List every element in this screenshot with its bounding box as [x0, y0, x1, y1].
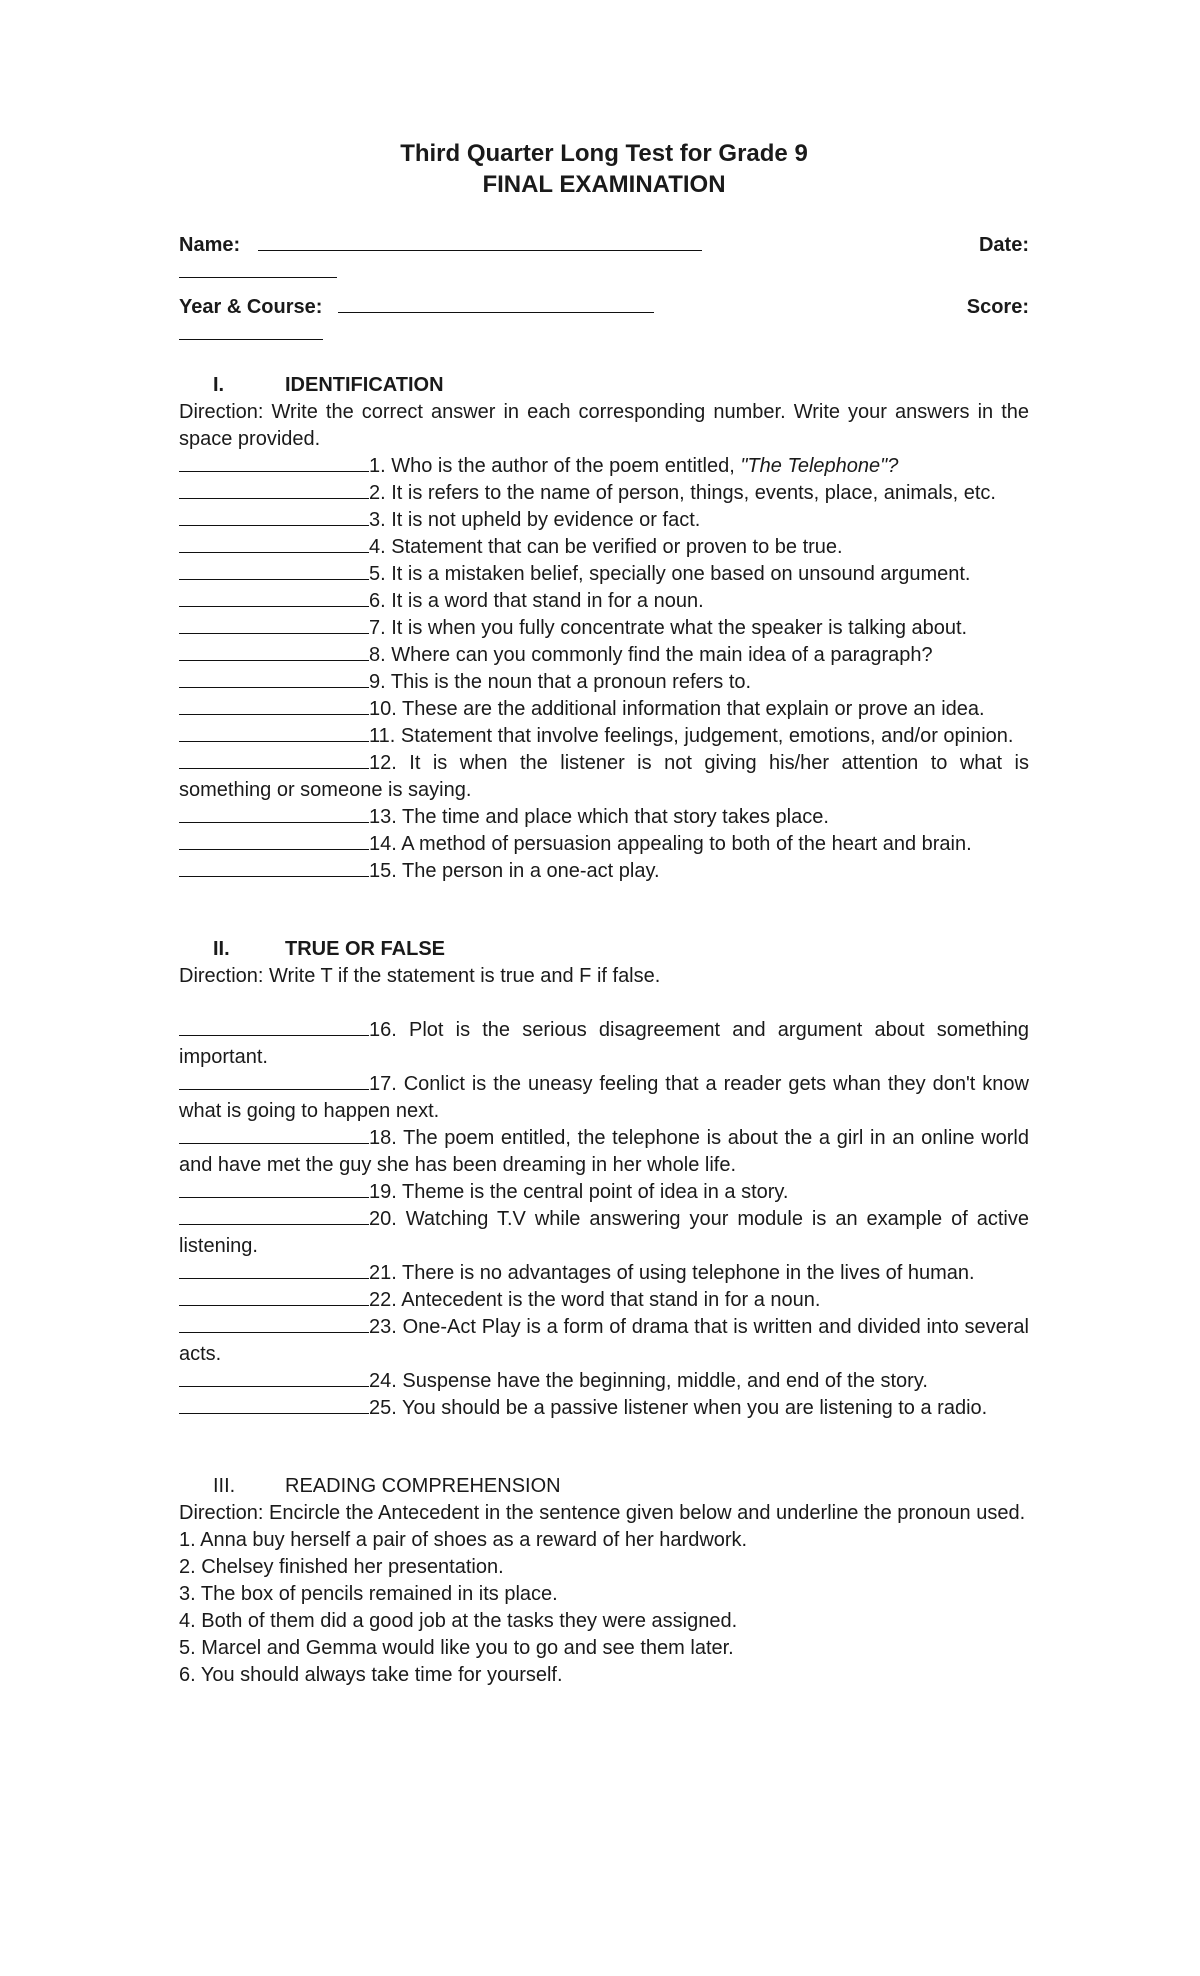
question-item: 25. You should be a passive listener when you are listening to a radio. [179, 1395, 1029, 1422]
course-blank[interactable] [338, 294, 654, 313]
question-item: 15. The person in a one-act play. [179, 858, 1029, 885]
question-item: 20. Watching T.V while answering your module is an example of active listening. [179, 1208, 1029, 1257]
answer-blank[interactable] [179, 1260, 369, 1279]
section-1-title: IDENTIFICATION [285, 374, 444, 396]
page-title: Third Quarter Long Test for Grade 9 [400, 140, 808, 167]
date-blank-line [179, 259, 1029, 286]
sentence-item: 5. Marcel and Gemma would like you to go and see them later. [179, 1637, 734, 1659]
sentence-item: 6. You should always take time for yourself. [179, 1664, 563, 1686]
answer-blank[interactable] [179, 453, 369, 472]
section-2-direction: Direction: Write T if the statement is true and F if false. [179, 965, 661, 987]
date-blank[interactable] [179, 259, 337, 278]
question-item: 19. Theme is the central point of idea in a story. [179, 1179, 1029, 1206]
question-item: 4. Statement that can be verified or proven to be true. [179, 534, 1029, 561]
section-3-numeral: III. [213, 1475, 236, 1497]
poem-title: "The Telephone"? [740, 455, 899, 477]
question-item: 5. It is a mistaken belief, specially one based on unsound argument. [179, 561, 1029, 588]
sentence-item: 1. Anna buy herself a pair of shoes as a reward of her hardwork. [179, 1529, 748, 1551]
answer-blank[interactable] [179, 831, 369, 850]
question-item: 16. Plot is the serious disagreement and argument about something important. [179, 1019, 1029, 1068]
question-item: 2. It is refers to the name of person, things, events, place, animals, etc. [179, 480, 1029, 507]
question-item: 1. Who is the author of the poem entitled, "The Telephone"? [179, 453, 1029, 480]
answer-blank[interactable] [179, 723, 369, 742]
answer-blank[interactable] [179, 1314, 369, 1333]
question-item: 7. It is when you fully concentrate what the speaker is talking about. [179, 615, 1029, 642]
sentence-item: 4. Both of them did a good job at the tasks they were assigned. [179, 1610, 738, 1632]
section-identification-heading [179, 372, 1029, 399]
section-1-direction: Direction: Write the correct answer in each corresponding number. Write your answers in the space provided. [179, 401, 1029, 450]
answer-blank[interactable] [179, 1368, 369, 1387]
score-blank[interactable] [179, 321, 323, 340]
question-item: 12. It is when the listener is not giving his/her attention to what is something or someone is saying. [179, 752, 1029, 801]
exam-content [179, 138, 1029, 1689]
score-blank-line [179, 321, 1029, 348]
section-2-title: TRUE OR FALSE [285, 938, 446, 960]
answer-blank[interactable] [179, 669, 369, 688]
question-item: 10. These are the additional information that explain or prove an idea. [179, 696, 1029, 723]
answer-blank[interactable] [179, 480, 369, 499]
answer-blank[interactable] [179, 1071, 369, 1090]
section-true-false-heading [179, 936, 1029, 963]
name-label: Name: [179, 234, 241, 256]
course-label: Year & Course: [179, 296, 323, 318]
question-item: 23. One-Act Play is a form of drama that is written and divided into several acts. [179, 1316, 1029, 1365]
answer-blank[interactable] [179, 1125, 369, 1144]
section-3-direction: Direction: Encircle the Antecedent in the sentence given below and underline the pronoun used. [179, 1502, 1026, 1524]
score-label: Score: [966, 296, 1029, 318]
answer-blank[interactable] [179, 588, 369, 607]
question-item: 24. Suspense have the beginning, middle, and end of the story. [179, 1368, 1029, 1395]
section-2-numeral: II. [213, 938, 230, 960]
name-date-row [179, 232, 1029, 259]
answer-blank[interactable] [179, 1395, 369, 1414]
page-subtitle: FINAL EXAMINATION [482, 171, 726, 198]
name-blank[interactable] [258, 232, 702, 251]
question-item: 22. Antecedent is the word that stand in for a noun. [179, 1287, 1029, 1314]
course-score-row [179, 294, 1029, 321]
answer-blank[interactable] [179, 615, 369, 634]
answer-blank[interactable] [179, 804, 369, 823]
question-item: 3. It is not upheld by evidence or fact. [179, 507, 1029, 534]
question-item: 14. A method of persuasion appealing to both of the heart and brain. [179, 831, 1029, 858]
answer-blank[interactable] [179, 696, 369, 715]
answer-blank[interactable] [179, 1179, 369, 1198]
answer-blank[interactable] [179, 750, 369, 769]
question-item: 18. The poem entitled, the telephone is about the a girl in an online world and have met the guy she has been dreaming in her whole life. [179, 1127, 1029, 1176]
answer-blank[interactable] [179, 1017, 369, 1036]
answer-blank[interactable] [179, 1206, 369, 1225]
sentence-item: 2. Chelsey finished her presentation. [179, 1556, 504, 1578]
answer-blank[interactable] [179, 1287, 369, 1306]
answer-blank[interactable] [179, 858, 369, 877]
question-item: 17. Conlict is the uneasy feeling that a reader gets whan they don't know what is going to happen next. [179, 1073, 1029, 1122]
section-3-title: READING COMPREHENSION [285, 1475, 561, 1497]
answer-blank[interactable] [179, 561, 369, 580]
question-item: 11. Statement that involve feelings, judgement, emotions, and/or opinion. [179, 723, 1029, 750]
question-item: 21. There is no advantages of using telephone in the lives of human. [179, 1260, 1029, 1287]
date-label: Date: [978, 234, 1029, 256]
question-item: 6. It is a word that stand in for a noun. [179, 588, 1029, 615]
answer-blank[interactable] [179, 534, 369, 553]
section-reading-heading [179, 1473, 1029, 1500]
question-item: 13. The time and place which that story takes place. [179, 804, 1029, 831]
sentence-item: 3. The box of pencils remained in its place. [179, 1583, 558, 1605]
question-item: 8. Where can you commonly find the main idea of a paragraph? [179, 642, 1029, 669]
question-item: 9. This is the noun that a pronoun refers to. [179, 669, 1029, 696]
answer-blank[interactable] [179, 642, 369, 661]
answer-blank[interactable] [179, 507, 369, 526]
title-block [179, 138, 1029, 200]
section-1-numeral: I. [213, 374, 225, 396]
